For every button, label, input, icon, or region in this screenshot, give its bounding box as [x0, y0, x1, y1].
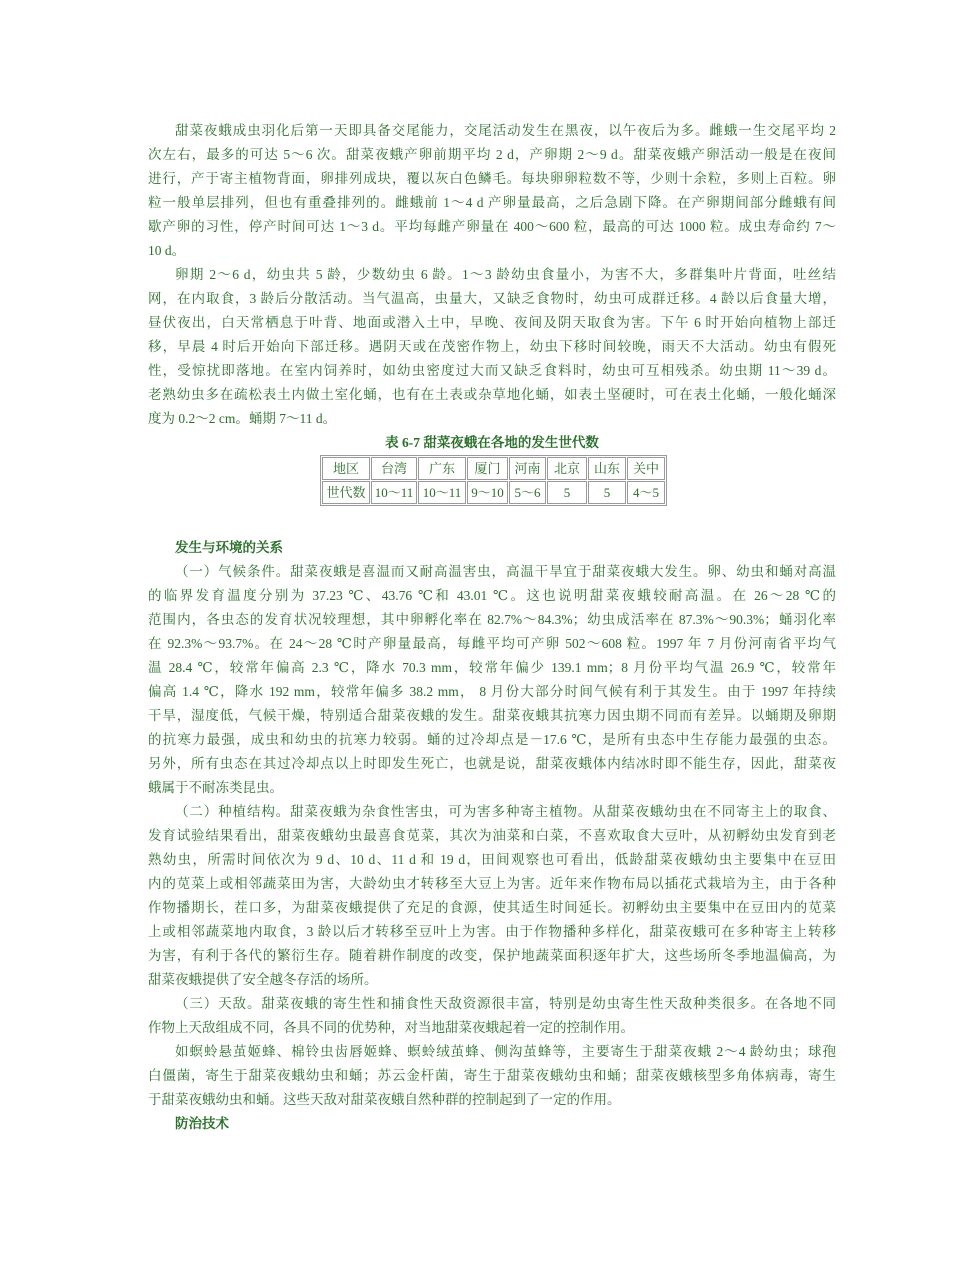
- text-line: 甜菜夜蛾成虫羽化后第一天即具备交尾能力，交尾活动发生在黑夜，以午夜后为多。雌蛾一生交尾平均 2: [175, 123, 836, 138]
- text-line: 温 28.4 ℃，较常年偏高 2.3 ℃，降水 70.3 mm，较常年偏少 139.1 mm；8 月份平均气温 26.9 ℃，较常年: [148, 660, 836, 675]
- table-cell: 4～5: [627, 481, 665, 504]
- text-line: 卵期 2～6 d，幼虫共 5 龄，少数幼虫 6 龄。1～3 龄幼虫食量小，为害不大，多群集叶片背面，吐丝结: [175, 267, 836, 282]
- text-line: 作物播期长，茬口多，为甜菜夜蛾提供了充足的食源，使其适生时间延长。初孵幼虫主要集中在豆田内的苋菜: [148, 900, 836, 915]
- section-heading: 发生与环境的关系: [175, 540, 283, 555]
- text-line: 作物上天敌组成不同，各具不同的优势种，对当地甜菜夜蛾起着一定的控制作用。: [148, 1020, 634, 1035]
- text-line: 甜菜夜蛾提供了安全越冬存活的场所。: [148, 972, 378, 987]
- paragraph-adult-behavior: [148, 119, 836, 263]
- text-line: 另外，所有虫态在其过冷却点以上时即发生死亡，也就是说，甜菜夜蛾体内结冰时即不能生存，因此，甜菜夜: [148, 756, 836, 771]
- text-line: 粒一般单层排列，但也有重叠排列的。雌蛾前 1～4 d 产卵量最高，之后急剧下降。在产卵期间部分雌蛾有间: [148, 195, 836, 210]
- text-line: 上或相邻蔬菜地内取食，3 龄以后才转移至豆叶上为害。由于作物播种多样化，甜菜夜蛾可在多种寄主上转移: [148, 924, 836, 939]
- paragraph-planting-structure: [148, 800, 836, 992]
- table-header-cell: 厦门: [467, 457, 508, 480]
- text-line: 性，受惊扰即落地。在室内饲养时，如幼虫密度过大而又缺乏食料时，幼虫可互相残杀。幼虫期 11～39 d。: [148, 363, 836, 378]
- upper-text-block: [148, 119, 836, 455]
- paragraph-enemy-species: [148, 1040, 836, 1112]
- section-heading: 防治技术: [175, 1116, 229, 1131]
- text-line: 移，早晨 4 时后开始向下部迁移。遇阴天或在茂密作物上，幼虫下移时间较晚，雨天不大活动。幼虫有假死: [148, 339, 836, 354]
- text-line: 蛾属于不耐冻类昆虫。: [148, 780, 283, 795]
- table-cell: 10～11: [418, 481, 466, 504]
- generation-table-wrapper: [320, 455, 667, 506]
- table-header-cell: 关中: [627, 457, 665, 480]
- table-cell: 5: [588, 481, 626, 504]
- text-line: 歇产卵的习性，停产时间可达 1～3 d。平均每雌产卵量在 400～600 粒，最高的可达 1000 粒。成虫寿命约 7～: [148, 219, 836, 234]
- text-line: 内的苋菜上或相邻蔬菜田为害，大龄幼虫才转移至大豆上为害。近年来作物布局以插花式栽培为主，由于各种: [148, 876, 836, 891]
- text-line: 范围内，各虫态的发育状况较理想，其中卵孵化率在 82.7%～84.3%；幼虫成活率在 87.3%～90.3%；蛹羽化率: [148, 612, 836, 627]
- generation-table: [320, 455, 667, 506]
- table-cell: 5～6: [509, 481, 546, 504]
- paragraph-larva-behavior: [148, 263, 836, 431]
- paragraph-climate: [148, 560, 836, 800]
- table-title: 表 6-7 甜菜夜蛾在各地的发生世代数: [385, 435, 599, 450]
- text-line: 昼伏夜出，白天常栖息于叶背、地面或潜入土中，早晚、夜间及阴天取食为害。下午 6 时开始向植物上部迁: [148, 315, 836, 330]
- text-line: 发育试验结果看出，甜菜夜蛾幼虫最喜食苋菜，其次为油菜和白菜，不喜欢取食大豆叶，从初孵幼虫发育到老: [148, 828, 836, 843]
- text-line: 偏高 1.4 ℃，降水 192 mm，较常年偏多 38.2 mm， 8 月份大部分时间气候有利于其发生。由于 1997 年持续: [148, 684, 836, 699]
- table-header-row: [322, 457, 665, 480]
- lower-text-block: [148, 536, 836, 1136]
- text-line: 干旱，湿度低，气候干燥，特别适合甜菜夜蛾的发生。甜菜夜蛾其抗寒力因虫期不同而有差异。以蛹期及卵期: [148, 708, 836, 723]
- table-cell: 5: [547, 481, 587, 504]
- text-line: 白僵菌，寄生于甜菜夜蛾幼虫和蛹；苏云金杆菌，寄生于甜菜夜蛾幼虫和蛹；甜菜夜蛾核型多角体病毒，寄生: [148, 1068, 836, 1083]
- text-line: 在 92.3%～93.7%。在 24～28 ℃时产卵量最高，每雌平均可产卵 502～608 粒。1997 年 7 月份河南省平均气: [148, 636, 836, 651]
- text-line: 如螟蛉悬茧姬蜂、棉铃虫齿唇姬蜂、螟蛉绒茧蜂、侧沟茧蜂等，主要寄生于甜菜夜蛾 2～4 龄幼虫；球孢: [175, 1044, 836, 1059]
- text-line: 进行，产于寄主植物背面，卵排列成块，覆以灰白色鳞毛。每块卵卵粒数不等，少则十余粒，多则上百粒。卵: [148, 171, 836, 186]
- table-row: [322, 481, 665, 504]
- text-line: 网，在内取食，3 龄后分散活动。当气温高，虫量大，又缺乏食物时，幼虫可成群迁移。4 龄以后食量大增，: [148, 291, 836, 306]
- table-header-cell: 广东: [418, 457, 466, 480]
- text-line: 度为 0.2～2 cm。蛹期 7～11 d。: [148, 411, 337, 426]
- table-cell: 10～11: [371, 481, 417, 504]
- table-cell: 世代数: [322, 481, 370, 504]
- table-header-cell: 台湾: [371, 457, 417, 480]
- paragraph-natural-enemies: [148, 992, 836, 1040]
- text-line: 为害，有利于各代的繁衍生存。随着耕作制度的改变，保护地蔬菜面积逐年扩大，这些场所冬季地温偏高，为: [148, 948, 836, 963]
- text-line: 的抗寒力最强，成虫和幼虫的抗寒力较弱。蛹的过冷却点是－17.6 ℃，是所有虫态中生存能力最强的虫态。: [148, 732, 836, 747]
- text-line: （一）气候条件。甜菜夜蛾是喜温而又耐高温害虫，高温干旱宜于甜菜夜蛾大发生。卵、幼虫和蛹对高温: [175, 564, 836, 579]
- text-line: （二）种植结构。甜菜夜蛾为杂食性害虫，可为害多种寄主植物。从甜菜夜蛾幼虫在不同寄主上的取食、: [175, 804, 836, 819]
- text-line: 老熟幼虫多在疏松表土内做土室化蛹，也有在土表或杂草地化蛹，如表土坚硬时，可在表土化蛹，一般化蛹深: [148, 387, 836, 402]
- text-line: 于甜菜夜蛾幼虫和蛹。这些天敌对甜菜夜蛾自然种群的控制起到了一定的作用。: [148, 1092, 621, 1107]
- table-header-cell: 地区: [322, 457, 370, 480]
- text-line: （三）天敌。甜菜夜蛾的寄生性和捕食性天敌资源很丰富，特别是幼虫寄生性天敌种类很多。在各地不同: [175, 996, 836, 1011]
- text-line: 次左右，最多的可达 5～6 次。甜菜夜蛾产卵前期平均 2 d，产卵期 2～9 d。甜菜夜蛾产卵活动一般是在夜间: [148, 147, 836, 162]
- text-line: 的临界发育温度分别为 37.23 ℃、43.76 ℃和 43.01 ℃。这也说明甜菜夜蛾较耐高温。在 26～28 ℃的: [148, 588, 836, 603]
- table-header-cell: 山东: [588, 457, 626, 480]
- table-header-cell: 河南: [509, 457, 546, 480]
- table-cell: 9～10: [467, 481, 508, 504]
- table-header-cell: 北京: [547, 457, 587, 480]
- text-line: 熟幼虫，所需时间依次为 9 d、10 d、11 d 和 19 d，田间观察也可看出，低龄甜菜夜蛾幼虫主要集中在豆田: [148, 852, 836, 867]
- text-line: 10 d。: [148, 243, 186, 258]
